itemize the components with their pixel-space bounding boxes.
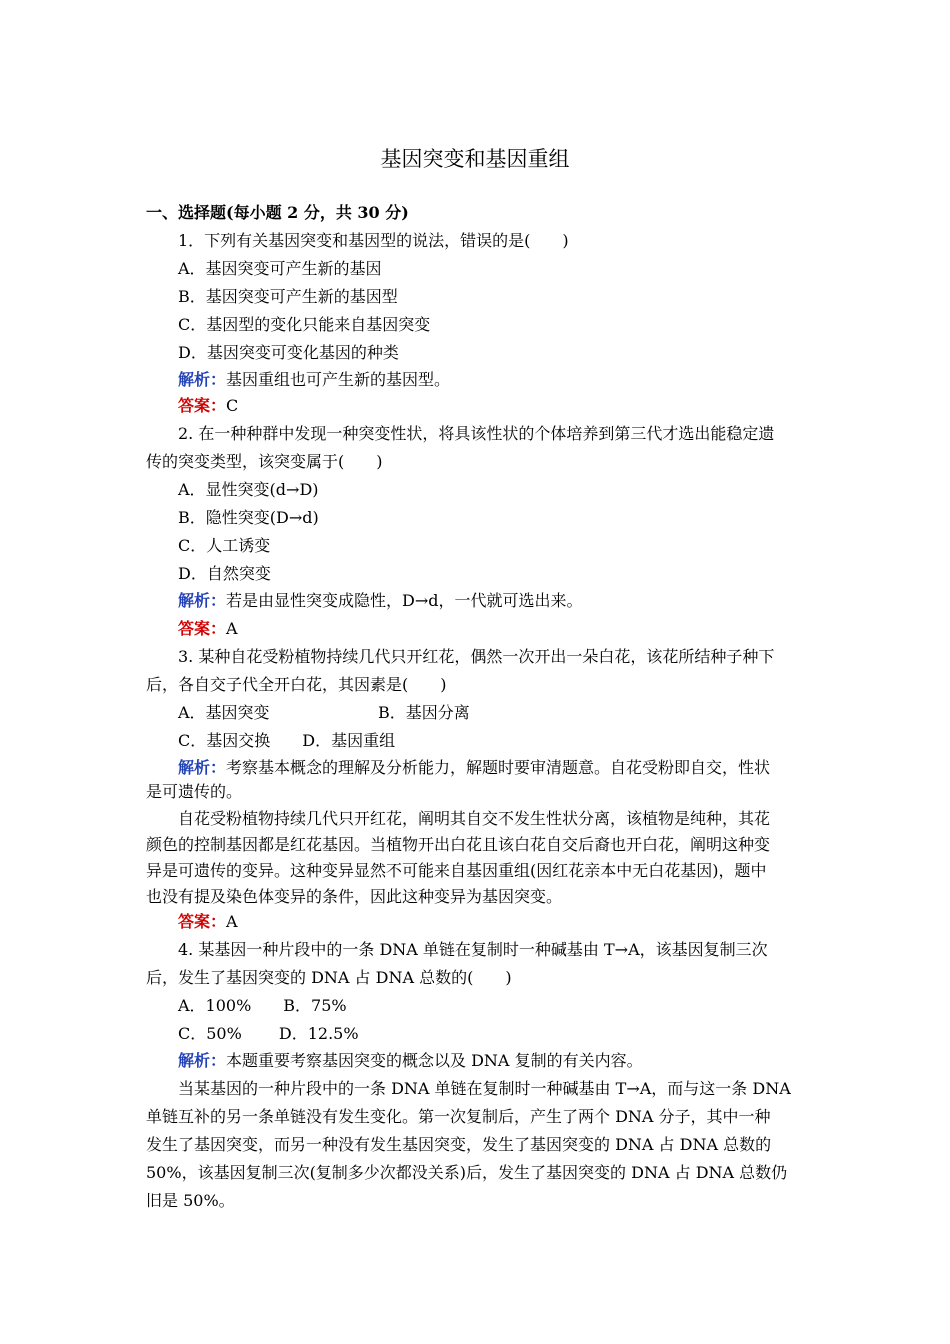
q4-explain-line1: 当某基因的一种片段中的一条 DNA 单链在复制时一种碱基由 T→A，而与这一条 DNA — [178, 1079, 791, 1098]
q4-explain-line2: 单链互补的另一条单链没有发生变化。第一次复制后，产生了两个 DNA 分子，其中一种 — [146, 1107, 771, 1126]
q1-option-c: C．基因型的变化只能来自基因突变 — [178, 315, 431, 334]
q1-stem: 1．下列有关基因突变和基因型的说法，错误的是( ) — [178, 231, 569, 250]
answer-label: 答案： — [178, 912, 227, 931]
q3-explain-line2: 颜色的控制基因都是红花基因。当植物开出白花且该白花自交后裔也开白花，阐明这种变 — [146, 835, 771, 854]
q1-option-d: D．基因突变可变化基因的种类 — [178, 343, 399, 362]
q3-options-ab — [178, 703, 838, 723]
q2-option-d: D．自然突变 — [178, 564, 271, 583]
q1-option-a: A．基因突变可产生新的基因 — [178, 259, 382, 278]
section-heading: 一、选择题(每小题 2 分，共 30 分) — [146, 203, 409, 222]
q2-answer — [178, 619, 838, 639]
q4-options-ab: A．100% B．75% — [178, 996, 347, 1015]
q3-explain-line3: 异是可遗传的变异。这种变异显然不可能来自基因重组(因红花亲本中无白花基因)，题中 — [146, 861, 767, 880]
q4-stem-line1: 4. 某基因一种片段中的一条 DNA 单链在复制时一种碱基由 T→A，该基因复制三次 — [178, 940, 768, 959]
q4-analysis-text: 本题重要考察基因突变的概念以及 DNA 复制的有关内容。 — [226, 1051, 643, 1070]
q1-option-b: B．基因突变可产生新的基因型 — [178, 287, 398, 306]
q1-answer-value: C — [226, 396, 239, 415]
answer-label: 答案： — [178, 619, 227, 638]
q3-analysis-text: 考察基本概念的理解及分析能力，解题时要审清题意。自花受粉即自交，性状 — [226, 758, 771, 777]
analysis-label: 解析： — [178, 370, 227, 389]
q3-analysis-line2: 是可遗传的。 — [146, 782, 243, 801]
q3-explain-line1: 自花受粉植物持续几代只开红花，阐明其自交不发生性状分离，该植物是纯种，其花 — [178, 809, 771, 828]
q2-analysis-text: 若是由显性突变成隐性，D→d，一代就可选出来。 — [226, 591, 583, 610]
q3-option-b: B．基因分离 — [378, 703, 470, 722]
q4-explain-line3: 发生了基因突变，而另一种没有发生基因突变，发生了基因突变的 DNA 占 DNA 总数的 — [146, 1135, 772, 1154]
document-title: 基因突变和基因重组 — [380, 147, 570, 171]
answer-label: 答案： — [178, 396, 227, 415]
q3-answer — [178, 912, 838, 932]
q1-analysis — [178, 370, 838, 390]
q2-option-a: A．显性突变(d→D) — [178, 480, 319, 499]
q2-stem-line2: 传的突变类型，该突变属于( ) — [146, 452, 383, 471]
q3-answer-value: A — [226, 912, 238, 931]
q1-answer — [178, 396, 838, 416]
q3-option-a: A．基因突变 — [178, 703, 270, 722]
q4-analysis — [178, 1051, 838, 1071]
q3-stem-line1: 3. 某种自花受粉植物持续几代只开红花，偶然一次开出一朵白花，该花所结种子种下 — [178, 647, 775, 666]
q4-explain-line4: 50%，该基因复制三次(复制多少次都没关系)后，发生了基因突变的 DNA 占 DNA 总数仍 — [146, 1163, 788, 1182]
q2-option-b: B．隐性突变(D→d) — [178, 508, 319, 527]
analysis-label: 解析： — [178, 758, 227, 777]
q1-analysis-text: 基因重组也可产生新的基因型。 — [226, 370, 451, 389]
q2-stem-line1: 2. 在一种种群中发现一种突变性状，将具该性状的个体培养到第三代才选出能稳定遗 — [178, 424, 775, 443]
q2-option-c: C．人工诱变 — [178, 536, 271, 555]
analysis-label: 解析： — [178, 1051, 227, 1070]
q3-options-cd: C．基因交换 D．基因重组 — [178, 731, 396, 750]
q4-stem-line2: 后，发生了基因突变的 DNA 占 DNA 总数的( ) — [146, 968, 512, 987]
q3-explain-line4: 也没有提及染色体变异的条件，因此这种变异为基因突变。 — [146, 887, 563, 906]
q2-analysis — [178, 591, 838, 611]
q3-stem-line2: 后，各自交子代全开白花，其因素是( ) — [146, 675, 447, 694]
q2-answer-value: A — [226, 619, 238, 638]
analysis-label: 解析： — [178, 591, 227, 610]
q4-explain-line5: 旧是 50%。 — [146, 1191, 235, 1210]
q4-options-cd: C．50% D．12.5% — [178, 1024, 359, 1043]
q3-analysis-line1 — [178, 758, 838, 778]
